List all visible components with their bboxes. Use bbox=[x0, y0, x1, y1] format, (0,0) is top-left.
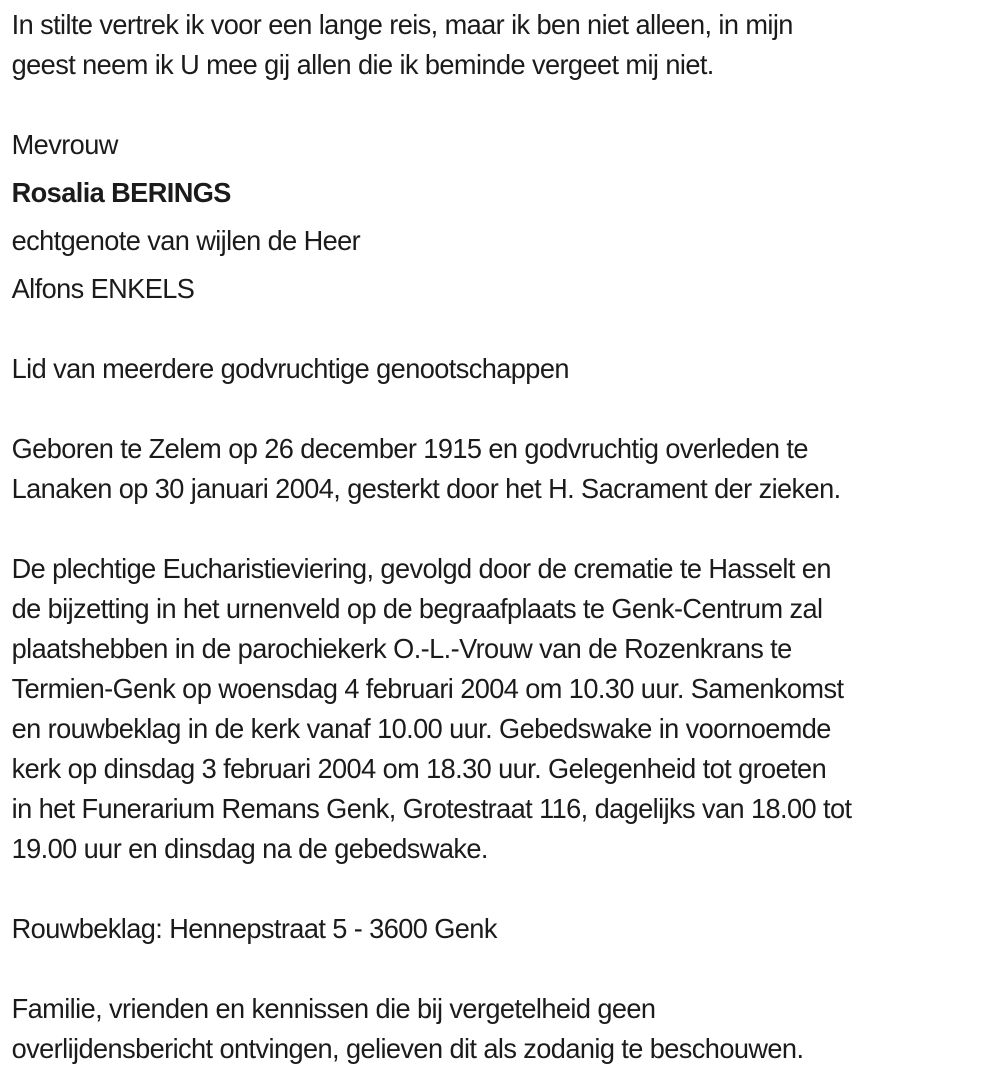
text-line: 19.00 uur en dinsdag na de gebedswake. bbox=[11, 833, 488, 864]
spouse-name bbox=[12, 269, 1000, 309]
text-line: de bijzetting in het urnenveld op de begraafplaats te Genk-Centrum zal bbox=[11, 593, 823, 624]
closing-note bbox=[12, 989, 1000, 1069]
deceased-name bbox=[12, 173, 1000, 213]
text-line: plaatshebben in de parochiekerk O.-L.-Vrouw van de Rozenkrans te bbox=[11, 633, 792, 664]
text-line: Lid van meerdere godvruchtige genootschappen bbox=[11, 353, 569, 384]
opening-quote bbox=[12, 5, 1000, 85]
text-line: kerk op dinsdag 3 februari 2004 om 18.30 uur. Gelegenheid tot groeten bbox=[11, 753, 827, 784]
text-line: In stilte vertrek ik voor een lange reis, maar ik ben niet alleen, in mijn bbox=[11, 9, 793, 40]
salutation bbox=[12, 125, 1000, 165]
text-line: en rouwbeklag in de kerk vanaf 10.00 uur. Gebedswake in voornoemde bbox=[11, 713, 831, 744]
text-line: geest neem ik U mee gij allen die ik beminde vergeet mij niet. bbox=[11, 49, 714, 80]
life-dates bbox=[12, 429, 1000, 509]
text-line: Rouwbeklag: Hennepstraat 5 - 3600 Genk bbox=[11, 913, 497, 944]
text-line: Geboren te Zelem op 26 december 1915 en godvruchtig overleden te bbox=[11, 433, 808, 464]
text-line: De plechtige Eucharistieviering, gevolgd door de crematie te Hasselt en bbox=[11, 553, 831, 584]
text-line: in het Funerarium Remans Genk, Grotestraat 116, dagelijks van 18.00 tot bbox=[11, 793, 852, 824]
spouse-relation bbox=[12, 221, 1000, 261]
text-line: echtgenote van wijlen de Heer bbox=[11, 225, 361, 256]
text-line: Rosalia BERINGS bbox=[11, 177, 231, 208]
condolence-address bbox=[12, 909, 1000, 949]
membership bbox=[12, 349, 1000, 389]
text-line: Lanaken op 30 januari 2004, gesterkt door het H. Sacrament der zieken. bbox=[11, 473, 841, 504]
text-line: Mevrouw bbox=[11, 129, 118, 160]
text-line: Familie, vrienden en kennissen die bij vergetelheid geen bbox=[11, 993, 656, 1024]
text-line: overlijdensbericht ontvingen, gelieven dit als zodanig te beschouwen. bbox=[11, 1033, 804, 1064]
text-line: Termien-Genk op woensdag 4 februari 2004 om 10.30 uur. Samenkomst bbox=[11, 673, 844, 704]
text-line: Alfons ENKELS bbox=[11, 273, 195, 304]
ceremony-details bbox=[12, 549, 1000, 869]
